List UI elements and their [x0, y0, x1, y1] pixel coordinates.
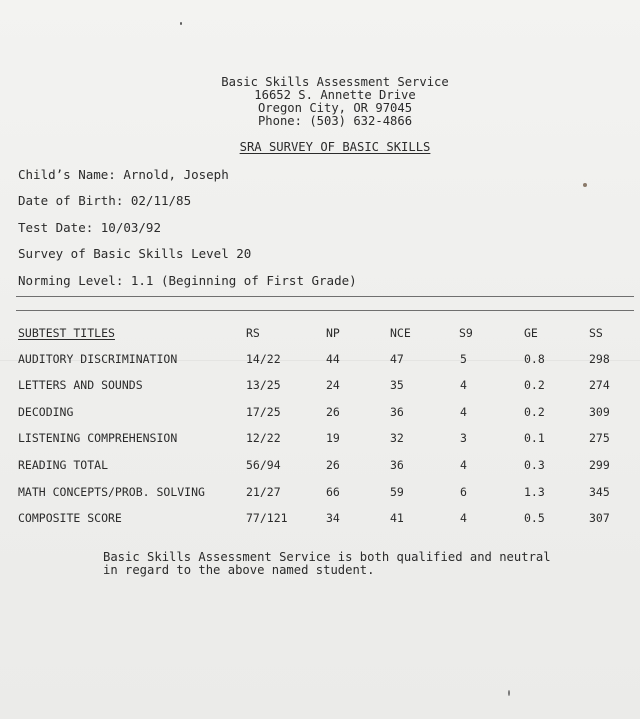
ge-value: 0.1	[524, 431, 545, 445]
survey-level: Survey of Basic Skills Level 20	[18, 246, 252, 261]
report-title	[0, 140, 640, 154]
col-header-nce: NCE	[390, 326, 411, 340]
ge-value: 0.2	[524, 378, 545, 392]
np-value: 34	[326, 511, 340, 525]
col-header-subtest: SUBTEST TITLES	[18, 326, 115, 340]
nce-value: 59	[390, 485, 404, 499]
s9-value: 6	[460, 485, 467, 499]
ss-value: 345	[589, 485, 610, 499]
np-value: 66	[326, 485, 340, 499]
nce-value: 36	[390, 458, 404, 472]
nce-value: 35	[390, 378, 404, 392]
rs-value: 77/121	[246, 511, 288, 525]
s9-value: 3	[460, 431, 467, 445]
subtest-title: READING TOTAL	[18, 458, 109, 472]
ss-value: 309	[589, 405, 610, 419]
ss-value: 275	[589, 431, 610, 445]
paper-speck	[180, 22, 182, 25]
np-value: 19	[326, 431, 340, 445]
rs-value: 56/94	[246, 458, 281, 472]
rs-value: 12/22	[246, 431, 281, 445]
np-value: 44	[326, 352, 340, 366]
s9-value: 4	[460, 378, 467, 392]
rs-value: 17/25	[246, 405, 281, 419]
col-header-np: NP	[326, 326, 340, 340]
rs-value: 14/22	[246, 352, 281, 366]
s9-value: 5	[460, 352, 467, 366]
ss-value: 298	[589, 352, 610, 366]
subtest-title: DECODING	[18, 405, 74, 419]
s9-value: 4	[460, 511, 467, 525]
paper-speck	[508, 690, 510, 696]
footer-statement-line1: Basic Skills Assessment Service is both qualified and neutral	[103, 550, 551, 564]
col-header-ss: SS	[589, 326, 603, 340]
ss-value: 299	[589, 458, 610, 472]
org-phone: Phone: (503) 632-4866	[257, 114, 413, 128]
ge-value: 1.3	[524, 485, 545, 499]
norming-level: Norming Level: 1.1 (Beginning of First Grade)	[18, 273, 357, 288]
report-title-text: SRA SURVEY OF BASIC SKILLS	[239, 140, 431, 154]
subtest-title: COMPOSITE SCORE	[18, 511, 122, 525]
col-header-s9: S9	[459, 326, 473, 340]
nce-value: 41	[390, 511, 404, 525]
divider-rule	[16, 310, 634, 311]
org-name: Basic Skills Assessment Service	[221, 75, 449, 89]
nce-value: 47	[390, 352, 404, 366]
rs-value: 13/25	[246, 378, 281, 392]
np-value: 26	[326, 405, 340, 419]
child-name: Child’s Name: Arnold, Joseph	[18, 167, 229, 182]
ss-value: 274	[589, 378, 610, 392]
divider-rule	[16, 296, 634, 297]
np-value: 24	[326, 378, 340, 392]
ge-value: 0.5	[524, 511, 545, 525]
ge-value: 0.3	[524, 458, 545, 472]
s9-value: 4	[460, 405, 467, 419]
ge-value: 0.8	[524, 352, 545, 366]
nce-value: 36	[390, 405, 404, 419]
org-street: 16652 S. Annette Drive	[254, 88, 416, 102]
org-city: Oregon City, OR 97045	[257, 101, 413, 115]
subtest-title: LETTERS AND SOUNDS	[18, 378, 143, 392]
nce-value: 32	[390, 431, 404, 445]
subtest-title: LISTENING COMPREHENSION	[18, 431, 178, 445]
ge-value: 0.2	[524, 405, 545, 419]
paper-speck	[583, 183, 587, 187]
rs-value: 21/27	[246, 485, 281, 499]
test-date: Test Date: 10/03/92	[18, 220, 161, 235]
ss-value: 307	[589, 511, 610, 525]
subtest-title: AUDITORY DISCRIMINATION	[18, 352, 178, 366]
footer-statement-line2: in regard to the above named student.	[103, 563, 375, 577]
s9-value: 4	[460, 458, 467, 472]
date-of-birth: Date of Birth: 02/11/85	[18, 193, 192, 208]
col-header-rs: RS	[246, 326, 260, 340]
col-header-ge: GE	[524, 326, 538, 340]
np-value: 26	[326, 458, 340, 472]
subtest-title: MATH CONCEPTS/PROB. SOLVING	[18, 485, 205, 499]
